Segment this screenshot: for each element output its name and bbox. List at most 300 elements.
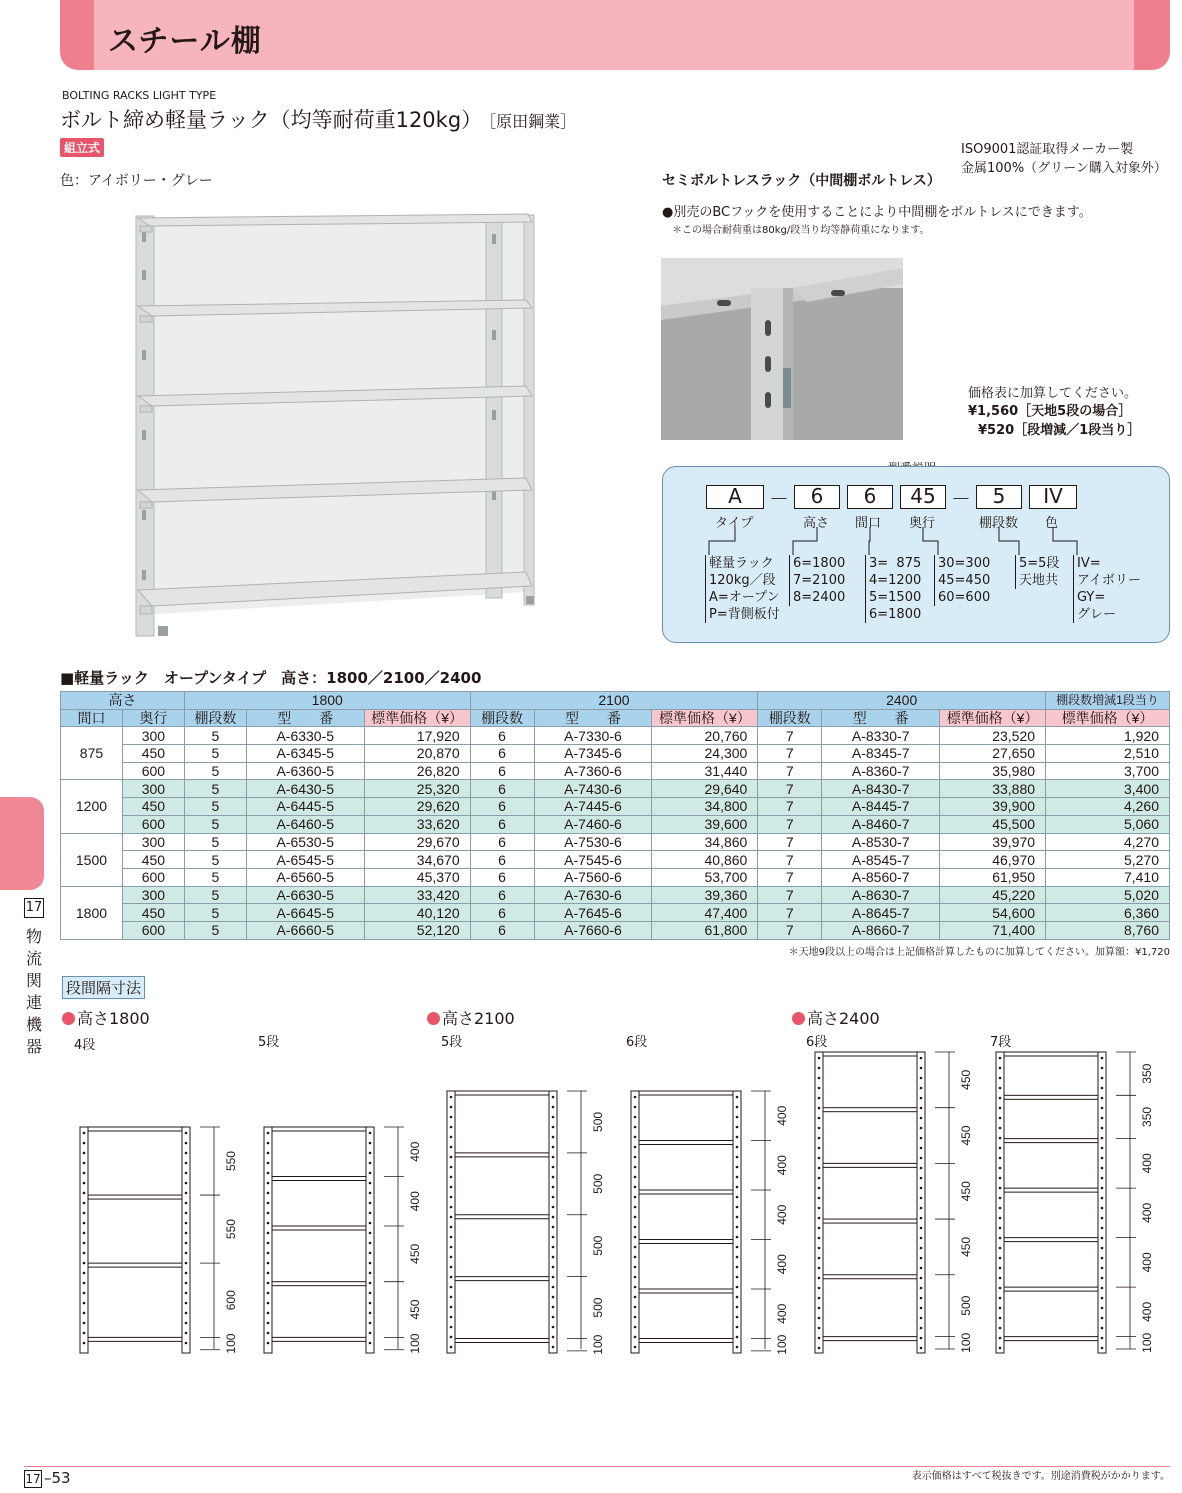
table-cell: A-6645-5 bbox=[246, 904, 364, 922]
label-stage: 棚段数 bbox=[979, 516, 1019, 531]
table-cell: 17,920 bbox=[364, 727, 470, 745]
table-cell: 45,370 bbox=[364, 868, 470, 886]
post-hole bbox=[920, 1307, 923, 1310]
material-note: 金属100%（グリーン購入対象外） bbox=[961, 161, 1167, 176]
post-hole bbox=[369, 1182, 372, 1185]
dim-value: 600 bbox=[224, 1290, 239, 1311]
rack-post bbox=[182, 1127, 190, 1353]
post-hole bbox=[736, 1146, 739, 1149]
table-cell: 61,950 bbox=[940, 868, 1046, 886]
table-cell: 52,120 bbox=[364, 921, 470, 939]
post-hole bbox=[920, 1227, 923, 1230]
post-hole bbox=[267, 1252, 270, 1255]
options-height: 6=1800 7=2100 8=2400 bbox=[789, 555, 845, 606]
post-hole bbox=[999, 1207, 1002, 1210]
post-hole bbox=[999, 1167, 1002, 1170]
price-5-stage: ¥1,560［天地5段の場合］ bbox=[968, 404, 1132, 419]
rack-shelf bbox=[455, 1153, 549, 1157]
post-hole bbox=[1101, 1197, 1104, 1200]
post-hole bbox=[634, 1126, 637, 1129]
dim-value: 450 bbox=[959, 1069, 974, 1090]
rack-shelf bbox=[639, 1091, 733, 1095]
post-hole bbox=[818, 1307, 821, 1310]
post-hole bbox=[999, 1057, 1002, 1060]
col-header: 標準価格（¥） bbox=[652, 709, 758, 727]
dim-value: 400 bbox=[1140, 1252, 1155, 1273]
table-cell: 33,420 bbox=[364, 886, 470, 904]
rack-shelf bbox=[455, 1215, 549, 1219]
table-cell: 1200 bbox=[61, 780, 123, 833]
post-hole bbox=[999, 1217, 1002, 1220]
table-cell: 1500 bbox=[61, 833, 123, 886]
dim-value: 500 bbox=[591, 1173, 606, 1194]
post-hole bbox=[920, 1107, 923, 1110]
post-hole bbox=[552, 1196, 555, 1199]
post-hole bbox=[1101, 1187, 1104, 1190]
post-hole bbox=[920, 1287, 923, 1290]
rack-shelf bbox=[823, 1337, 917, 1341]
post-hole bbox=[552, 1286, 555, 1289]
table-cell: A-6460-5 bbox=[246, 815, 364, 833]
post-hole bbox=[999, 1237, 1002, 1240]
table-cell: 2,510 bbox=[1046, 745, 1170, 763]
post-hole bbox=[267, 1222, 270, 1225]
post-hole bbox=[736, 1226, 739, 1229]
post-hole bbox=[185, 1262, 188, 1265]
dim-value: 500 bbox=[959, 1295, 974, 1316]
post-hole bbox=[634, 1196, 637, 1199]
table-cell: A-7645-6 bbox=[534, 904, 652, 922]
post-hole bbox=[1101, 1217, 1104, 1220]
post-hole bbox=[552, 1136, 555, 1139]
table-cell: 5 bbox=[184, 886, 246, 904]
post-hole bbox=[999, 1287, 1002, 1290]
post-hole bbox=[736, 1166, 739, 1169]
post-hole bbox=[736, 1266, 739, 1269]
page-number: –53 bbox=[44, 1469, 71, 1487]
rack-shelf bbox=[639, 1141, 733, 1145]
semibolt-heading: セミボルトレスラック（中間棚ボルトレス） bbox=[662, 173, 941, 189]
post-hole bbox=[450, 1346, 453, 1349]
post-hole bbox=[450, 1116, 453, 1119]
post-hole bbox=[552, 1096, 555, 1099]
post-hole bbox=[83, 1282, 86, 1285]
table-cell: A-6560-5 bbox=[246, 868, 364, 886]
table-cell: 5 bbox=[184, 762, 246, 780]
post-hole bbox=[818, 1207, 821, 1210]
table-cell: 5 bbox=[184, 727, 246, 745]
post-hole bbox=[369, 1302, 372, 1305]
dim-value: 450 bbox=[959, 1181, 974, 1202]
post-hole bbox=[920, 1197, 923, 1200]
table-cell: 25,320 bbox=[364, 780, 470, 798]
post-hole bbox=[552, 1276, 555, 1279]
post-hole bbox=[83, 1172, 86, 1175]
post-hole bbox=[185, 1322, 188, 1325]
options-stage: 5=5段 天地共 bbox=[1015, 555, 1059, 589]
post-hole bbox=[818, 1317, 821, 1320]
post-hole bbox=[185, 1282, 188, 1285]
options-type: 軽量ラック 120kg／段 A=オープン P=背側板付 bbox=[705, 555, 780, 623]
post-hole bbox=[369, 1312, 372, 1315]
table-cell: 5 bbox=[184, 780, 246, 798]
table-cell: 7 bbox=[758, 798, 822, 816]
table-cell: 5 bbox=[184, 851, 246, 869]
table-cell: A-7630-6 bbox=[534, 886, 652, 904]
label-height: 高さ bbox=[803, 516, 830, 531]
post-hole bbox=[83, 1342, 86, 1345]
post-hole bbox=[552, 1186, 555, 1189]
dim-value: 500 bbox=[591, 1235, 606, 1256]
post-hole bbox=[450, 1126, 453, 1129]
post-hole bbox=[920, 1337, 923, 1340]
table-cell: 600 bbox=[122, 762, 184, 780]
rack-post bbox=[80, 1127, 88, 1353]
post-hole bbox=[83, 1272, 86, 1275]
post-hole bbox=[552, 1266, 555, 1269]
post-hole bbox=[634, 1176, 637, 1179]
post-hole bbox=[999, 1147, 1002, 1150]
table-cell: 71,400 bbox=[940, 921, 1046, 939]
post-hole bbox=[818, 1177, 821, 1180]
post-hole bbox=[818, 1057, 821, 1060]
dim-value: 550 bbox=[224, 1219, 239, 1240]
post-hole bbox=[736, 1136, 739, 1139]
table-cell: 5,020 bbox=[1046, 886, 1170, 904]
post-hole bbox=[185, 1172, 188, 1175]
post-hole bbox=[369, 1222, 372, 1225]
post-hole bbox=[1101, 1127, 1104, 1130]
post-hole bbox=[736, 1246, 739, 1249]
dim-value: 450 bbox=[959, 1125, 974, 1146]
table-cell: 450 bbox=[122, 745, 184, 763]
post-hole bbox=[1101, 1097, 1104, 1100]
post-hole bbox=[185, 1142, 188, 1145]
post-hole bbox=[450, 1256, 453, 1259]
col-header: 標準価格（¥） bbox=[1046, 709, 1170, 727]
group-2100-label: 高さ2100 bbox=[442, 1009, 515, 1028]
post-hole bbox=[83, 1212, 86, 1215]
table-cell: 20,760 bbox=[652, 727, 758, 745]
table-cell: A-8660-7 bbox=[822, 921, 940, 939]
post-hole bbox=[267, 1322, 270, 1325]
post-hole bbox=[369, 1172, 372, 1175]
post-hole bbox=[736, 1276, 739, 1279]
post-hole bbox=[920, 1117, 923, 1120]
post-hole bbox=[999, 1257, 1002, 1260]
dim-value: 100 bbox=[775, 1334, 790, 1355]
post-hole bbox=[818, 1217, 821, 1220]
color-label: 色：アイボリー・グレー bbox=[60, 173, 213, 189]
post-hole bbox=[999, 1277, 1002, 1280]
table-cell: 7 bbox=[758, 727, 822, 745]
post-hole bbox=[83, 1192, 86, 1195]
table-cell: 7 bbox=[758, 886, 822, 904]
post-hole bbox=[552, 1306, 555, 1309]
post-hole bbox=[552, 1126, 555, 1129]
post-hole bbox=[369, 1262, 372, 1265]
code-dash: － bbox=[769, 487, 789, 511]
post-hole bbox=[818, 1337, 821, 1340]
post-hole bbox=[83, 1202, 86, 1205]
post-hole bbox=[1101, 1297, 1104, 1300]
post-hole bbox=[267, 1282, 270, 1285]
rack-shelf bbox=[639, 1339, 733, 1343]
table-cell: 6 bbox=[470, 745, 534, 763]
post-hole bbox=[552, 1216, 555, 1219]
th-1800: 1800 bbox=[184, 692, 470, 710]
post-hole bbox=[920, 1167, 923, 1170]
post-hole bbox=[634, 1276, 637, 1279]
table-cell: 1800 bbox=[61, 886, 123, 939]
label-depth: 奥行 bbox=[909, 516, 936, 531]
table-cell: 6 bbox=[470, 886, 534, 904]
rack-shelf bbox=[455, 1091, 549, 1095]
post-hole bbox=[267, 1312, 270, 1315]
post-hole bbox=[920, 1267, 923, 1270]
post-hole bbox=[83, 1302, 86, 1305]
post-hole bbox=[999, 1097, 1002, 1100]
post-hole bbox=[83, 1322, 86, 1325]
post-hole bbox=[818, 1267, 821, 1270]
rack-shelf bbox=[1004, 1139, 1098, 1143]
table-cell: 6 bbox=[470, 762, 534, 780]
table-cell: 29,620 bbox=[364, 798, 470, 816]
post-hole bbox=[999, 1077, 1002, 1080]
rack-shelf bbox=[272, 1282, 366, 1286]
dim-value: 400 bbox=[775, 1155, 790, 1176]
post-hole bbox=[634, 1256, 637, 1259]
post-hole bbox=[185, 1292, 188, 1295]
post-hole bbox=[818, 1197, 821, 1200]
table-cell: 300 bbox=[122, 886, 184, 904]
table-cell: 450 bbox=[122, 798, 184, 816]
post-hole bbox=[83, 1152, 86, 1155]
dim-value: 400 bbox=[1140, 1202, 1155, 1223]
post-hole bbox=[818, 1257, 821, 1260]
table-cell: 6 bbox=[470, 833, 534, 851]
table-cell: 5 bbox=[184, 815, 246, 833]
post-hole bbox=[1101, 1247, 1104, 1250]
post-hole bbox=[83, 1142, 86, 1145]
table-cell: 40,120 bbox=[364, 904, 470, 922]
post-hole bbox=[185, 1152, 188, 1155]
post-hole bbox=[267, 1272, 270, 1275]
table-cell: A-7660-6 bbox=[534, 921, 652, 939]
post-hole bbox=[736, 1286, 739, 1289]
post-hole bbox=[818, 1287, 821, 1290]
post-hole bbox=[920, 1067, 923, 1070]
table-cell: 600 bbox=[122, 921, 184, 939]
table-cell: A-8530-7 bbox=[822, 833, 940, 851]
table-cell: 54,600 bbox=[940, 904, 1046, 922]
post-hole bbox=[369, 1292, 372, 1295]
table-cell: 600 bbox=[122, 815, 184, 833]
post-hole bbox=[920, 1317, 923, 1320]
post-hole bbox=[267, 1182, 270, 1185]
post-hole bbox=[736, 1306, 739, 1309]
rack-shelf bbox=[272, 1177, 366, 1181]
post-hole bbox=[552, 1336, 555, 1339]
table-cell: 33,620 bbox=[364, 815, 470, 833]
post-hole bbox=[450, 1096, 453, 1099]
rack-shelf bbox=[639, 1289, 733, 1293]
table-cell: 7 bbox=[758, 921, 822, 939]
post-hole bbox=[267, 1292, 270, 1295]
options-color: IV= アイボリー GY= グレー bbox=[1073, 555, 1141, 623]
table-footnote: ＊天地9段以上の場合は上記価格計算したものに加算してください。加算額：¥1,720 bbox=[788, 947, 1170, 958]
table-cell: 5 bbox=[184, 745, 246, 763]
post-hole bbox=[736, 1296, 739, 1299]
rack-shelf bbox=[823, 1108, 917, 1112]
rack-shelf bbox=[639, 1190, 733, 1194]
table-cell: A-7360-6 bbox=[534, 762, 652, 780]
rack-shelf bbox=[1004, 1337, 1098, 1341]
table-cell: A-8345-7 bbox=[822, 745, 940, 763]
post-hole bbox=[450, 1216, 453, 1219]
table-cell: 7,410 bbox=[1046, 868, 1170, 886]
post-hole bbox=[450, 1336, 453, 1339]
col-header: 標準価格（¥） bbox=[940, 709, 1046, 727]
post-hole bbox=[634, 1246, 637, 1249]
table-cell: 7 bbox=[758, 762, 822, 780]
col-header: 奥行 bbox=[122, 709, 184, 727]
table-cell: 6 bbox=[470, 921, 534, 939]
dim-value: 100 bbox=[1140, 1332, 1155, 1353]
table-cell: 300 bbox=[122, 727, 184, 745]
table-cell: 6 bbox=[470, 727, 534, 745]
th-2400: 2400 bbox=[758, 692, 1046, 710]
post-hole bbox=[736, 1186, 739, 1189]
table-cell: 29,640 bbox=[652, 780, 758, 798]
post-hole bbox=[1101, 1157, 1104, 1160]
post-hole bbox=[818, 1327, 821, 1330]
post-hole bbox=[736, 1116, 739, 1119]
post-hole bbox=[185, 1242, 188, 1245]
post-hole bbox=[920, 1127, 923, 1130]
post-hole bbox=[920, 1087, 923, 1090]
table-cell: 39,360 bbox=[652, 886, 758, 904]
maker: ［原田鋼業］ bbox=[488, 112, 577, 131]
table-cell: 7 bbox=[758, 780, 822, 798]
post-hole bbox=[920, 1137, 923, 1140]
table-cell: A-7560-6 bbox=[534, 868, 652, 886]
post-hole bbox=[267, 1262, 270, 1265]
banner-title: スチール棚 bbox=[108, 24, 262, 59]
table-cell: A-8630-7 bbox=[822, 886, 940, 904]
post-hole bbox=[634, 1336, 637, 1339]
col-header: 棚段数 bbox=[184, 709, 246, 727]
table-cell: 7 bbox=[758, 745, 822, 763]
post-hole bbox=[552, 1236, 555, 1239]
post-hole bbox=[1101, 1057, 1104, 1060]
code-height: 6 bbox=[794, 485, 840, 509]
post-hole bbox=[369, 1212, 372, 1215]
post-hole bbox=[369, 1192, 372, 1195]
table-cell: 5 bbox=[184, 833, 246, 851]
post-hole bbox=[818, 1237, 821, 1240]
rack-shelf bbox=[88, 1127, 182, 1131]
label-width: 間口 bbox=[855, 516, 882, 531]
post-hole bbox=[1101, 1207, 1104, 1210]
dim-value: 100 bbox=[591, 1334, 606, 1355]
post-hole bbox=[450, 1176, 453, 1179]
code-stage: 5 bbox=[976, 485, 1022, 509]
post-hole bbox=[999, 1337, 1002, 1340]
post-hole bbox=[450, 1146, 453, 1149]
post-hole bbox=[267, 1202, 270, 1205]
table-cell: 5 bbox=[184, 868, 246, 886]
col-header: 型 番 bbox=[822, 709, 940, 727]
table-cell: A-6430-5 bbox=[246, 780, 364, 798]
post-hole bbox=[999, 1127, 1002, 1130]
post-hole bbox=[818, 1097, 821, 1100]
group-1800-label: 高さ1800 bbox=[77, 1009, 150, 1028]
post-hole bbox=[185, 1212, 188, 1215]
code-dash: － bbox=[951, 487, 971, 511]
table-cell: 31,440 bbox=[652, 762, 758, 780]
th-extra: 棚段数増減1段当り bbox=[1046, 692, 1170, 710]
post-hole bbox=[185, 1162, 188, 1165]
post-hole bbox=[267, 1142, 270, 1145]
dim-value: 400 bbox=[775, 1204, 790, 1225]
post-hole bbox=[185, 1302, 188, 1305]
label-type: タイプ bbox=[715, 516, 754, 531]
table-cell: 39,600 bbox=[652, 815, 758, 833]
semibolt-load-note: ＊この場合耐荷重は80kg/段当り均等静荷重になります。 bbox=[672, 225, 930, 236]
post-hole bbox=[920, 1217, 923, 1220]
post-hole bbox=[1101, 1287, 1104, 1290]
post-hole bbox=[736, 1176, 739, 1179]
dim-value: 500 bbox=[591, 1111, 606, 1132]
rack-shelf bbox=[823, 1219, 917, 1223]
post-hole bbox=[999, 1247, 1002, 1250]
table-cell: 3,700 bbox=[1046, 762, 1170, 780]
semibolt-note: ●別売のBCフックを使用することにより中間棚をボルトレスにできます。 bbox=[662, 205, 1092, 220]
post-hole bbox=[369, 1132, 372, 1135]
post-hole bbox=[1101, 1117, 1104, 1120]
dim-value: 100 bbox=[224, 1333, 239, 1354]
stage-label: 7段 bbox=[990, 1035, 1012, 1050]
post-hole bbox=[83, 1292, 86, 1295]
post-hole bbox=[920, 1247, 923, 1250]
post-hole bbox=[736, 1096, 739, 1099]
post-hole bbox=[818, 1087, 821, 1090]
table-cell: 3,400 bbox=[1046, 780, 1170, 798]
dim-value: 500 bbox=[591, 1297, 606, 1318]
post-hole bbox=[552, 1206, 555, 1209]
post-hole bbox=[736, 1206, 739, 1209]
post-hole bbox=[552, 1156, 555, 1159]
side-chapter-title: 物流関連機器 bbox=[25, 927, 42, 1056]
post-hole bbox=[83, 1232, 86, 1235]
stage-label: 6段 bbox=[806, 1035, 828, 1050]
post-hole bbox=[818, 1277, 821, 1280]
post-hole bbox=[818, 1067, 821, 1070]
post-hole bbox=[83, 1162, 86, 1165]
post-hole bbox=[999, 1307, 1002, 1310]
post-hole bbox=[83, 1132, 86, 1135]
post-hole bbox=[369, 1202, 372, 1205]
dim-value: 400 bbox=[775, 1303, 790, 1324]
post-hole bbox=[634, 1306, 637, 1309]
post-hole bbox=[634, 1096, 637, 1099]
table-cell: 875 bbox=[61, 727, 123, 780]
post-hole bbox=[818, 1107, 821, 1110]
post-hole bbox=[267, 1232, 270, 1235]
post-hole bbox=[369, 1282, 372, 1285]
post-hole bbox=[736, 1236, 739, 1239]
